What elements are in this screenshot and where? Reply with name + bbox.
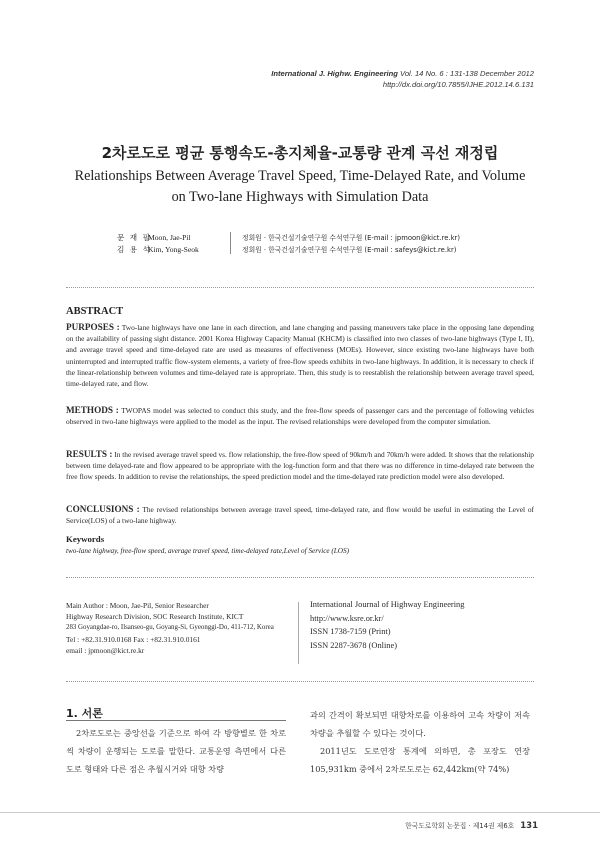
footer-rule <box>0 812 600 813</box>
divider <box>66 681 534 682</box>
author-english-name: Kim, Yong-Seok <box>148 245 199 254</box>
section-rule <box>66 720 286 721</box>
conclusions-label: CONCLUSIONS : <box>66 504 140 514</box>
purposes-label: PURPOSES : <box>66 322 120 332</box>
journal-citation <box>271 68 534 90</box>
journal-info <box>310 598 464 652</box>
results-text: In the revised average travel speed vs. flow relationship, the free-flow speed of 90km/h and 70km/h were added. It shows that the relationship between time delayed-rate and flow appeared to be appropriate with the log-function form and that there was no difference in time-delayed rate between the free flow speeds. In addition to revise the relationships, the speed prediction model and the time-delayed rate prediction model were also developed. <box>66 450 534 482</box>
methods-text: TWOPAS model was selected to conduct this study, and the free-flow speeds of passenger cars and the percentage of following vehicles observed in two-lane highways were applied to the model as the input. The revised relationships were developed from the computer simulation. <box>66 406 534 427</box>
author-affiliation: 정회원 · 한국건설기술연구원 수석연구원 (E-mail : safeys@kict.re.kr) <box>242 246 457 254</box>
abstract-methods <box>66 405 534 427</box>
author-korean-name: 김 용 석 <box>117 245 152 254</box>
author-division: Highway Research Division, SOC Research Institute, KICT <box>66 612 244 622</box>
section-heading: 1. 서론 <box>66 707 103 720</box>
journal-name: International J. Highw. Engineering <box>271 69 398 78</box>
abstract-purposes <box>66 322 534 389</box>
author-separator <box>230 232 231 254</box>
korean-title: 2차로도로 평균 통행속도-총지체율-교통량 관계 곡선 재정립 <box>101 144 499 162</box>
body-paragraph: 과의 간격이 확보되면 대향차로를 이용하여 고속 차량이 저속 차량을 추월할 수 있다는 것이다. <box>310 710 530 738</box>
abstract-heading: ABSTRACT <box>66 306 124 317</box>
author-korean-name: 문 재 필 <box>117 233 152 242</box>
journal-issue: Vol. 14 No. 6 : 131-138 December 2012 <box>397 69 534 78</box>
english-title: Relationships Between Average Travel Speed, Time-Delayed Rate, and Volume on Two-lane Highways with Simulation Data <box>74 168 526 205</box>
body-column-left <box>66 724 286 778</box>
author-contact <box>66 600 274 656</box>
issn-online: ISSN 2287-3678 (Online) <box>310 640 398 650</box>
results-label: RESULTS : <box>66 449 113 459</box>
author-block <box>0 232 600 256</box>
footer-journal: 한국도로학회 논문집 · 제14권 제6호 <box>405 822 515 830</box>
author-address: 283 Goyangdae-ro, Ilsanseo-gu, Goyang-Si, Gyeonggi-Do, 411-712, Korea <box>66 624 274 632</box>
conclusions-text: The revised relationships between average travel speed, time-delayed rate, and flow would be useful in estimating the Level of Service(LOS) of a two-lane highway. <box>66 505 534 526</box>
page-number: 131 <box>520 821 538 831</box>
body-paragraph: 2011년도 도로연장 통계에 의하면, 총 포장도 연장 105,931km 중에서 2차로도로는 62,442km(약 74%) <box>310 746 530 774</box>
keywords-heading: Keywords <box>66 534 105 544</box>
body-paragraph: 2차로도로는 중앙선을 기준으로 하여 각 방향별로 한 차로씩 차량이 운행되는 도로를 말한다. 교통운영 측면에서 다른 도로 형태와 다른 점은 추월시거와 대향 차량 <box>66 728 286 774</box>
abstract-results <box>66 449 534 483</box>
purposes-text: Two-lane highways have one lane in each direction, and lane changing and passing maneuvers take place in the opposing lane depending on the availability of passing sight distance. 2001 Korea Highway Capacity Manual (KHCM) is classified into two classes of two-lane highways (Type I, II), and average travel speed and time-delayed rate are used as measures of effectiveness (MOEs). However, since existing two-lane highways have both uninterrupted and interrupted traffic flow-system elements, a variety of free-flow speeds exhibits in two-lane highways. In addition, it is necessary to check if the linear-relationship between volumes and time-delayed rate is appropriate. Then, this study is to reestablish the relationship between average travel speed, time-delayed rate, and flow. <box>66 323 534 389</box>
body-column-right <box>310 706 530 778</box>
author-email: email : jpmoon@kict.re.kr <box>66 645 145 655</box>
keywords-list: two-lane highway, free-flow speed, average travel speed, time-delayed rate,Level of Service (LOS) <box>66 547 349 555</box>
main-author: Main Author : Moon, Jae-Pil, Senior Researcher <box>66 601 209 610</box>
doi-link[interactable]: http://dx.doi.org/10.7855/IJHE.2012.14.6.131 <box>382 80 534 89</box>
author-affiliation: 정회원 · 한국건설기술연구원 수석연구원 (E-mail : jpmoon@kict.re.kr) <box>242 234 460 242</box>
methods-label: METHODS : <box>66 405 119 415</box>
author-english-name: Moon, Jae-Pil <box>148 233 191 242</box>
issn-print: ISSN 1738-7159 (Print) <box>310 627 391 637</box>
author-phone: Tel : +82.31.910.0168 Fax : +82.31.910.0161 <box>66 634 201 644</box>
journal-url[interactable]: http://www.ksre.or.kr/ <box>310 613 384 623</box>
page-footer <box>405 820 538 831</box>
journal-title: International Journal of Highway Engineering <box>310 600 465 609</box>
divider <box>66 287 534 288</box>
info-separator <box>298 602 299 664</box>
divider <box>66 577 534 578</box>
abstract-conclusions <box>66 504 534 526</box>
